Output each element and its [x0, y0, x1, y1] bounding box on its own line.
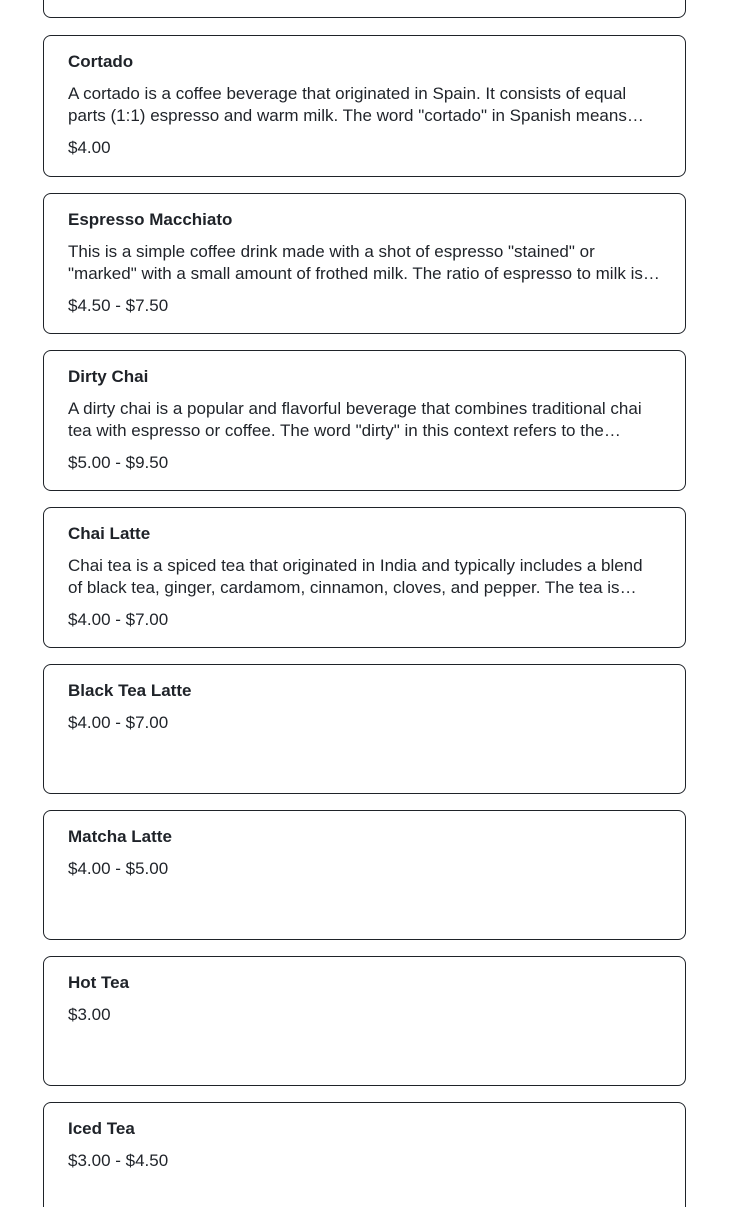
- menu-item-name: Black Tea Latte: [68, 681, 192, 700]
- menu-item-card-espresso-macchiato[interactable]: [43, 193, 686, 334]
- menu-item-price: $3.00 - $4.50: [68, 1151, 169, 1170]
- menu-item-card-matcha-latte[interactable]: [43, 810, 686, 940]
- menu-item-name: Chai Latte: [68, 524, 151, 543]
- menu-item-name: Iced Tea: [68, 1119, 135, 1138]
- menu-item-description: A dirty chai is a popular and flavorful beverage that combines traditional chai tea with espresso or coffee. The word "dirty" in this context refers to the: [68, 399, 642, 440]
- menu-item-description: This is a simple coffee drink made with a shot of espresso "stained" or "marked" with a small amount of frothed milk. The ratio of espresso to milk is: [68, 242, 643, 283]
- menu-item-card-iced-tea[interactable]: [43, 1102, 686, 1207]
- menu-item-name: Cortado: [68, 52, 134, 71]
- menu-item-price: $5.00 - $9.50: [68, 453, 169, 472]
- menu-item-price: $3.00: [68, 1005, 111, 1024]
- menu-item-price: $4.00 - $7.00: [68, 713, 169, 732]
- menu-item-card-black-tea-latte[interactable]: [43, 664, 686, 794]
- menu-item-card[interactable]: [43, 0, 686, 18]
- menu-item-price: $4.00 - $7.00: [68, 610, 169, 629]
- menu-item-price: $4.00 - $5.00: [68, 859, 169, 878]
- menu-item-card-hot-tea[interactable]: [43, 956, 686, 1086]
- menu-item-card-dirty-chai[interactable]: [43, 350, 686, 491]
- menu-item-price: $4.50 - $7.50: [68, 296, 169, 315]
- menu-item-name: Dirty Chai: [68, 367, 149, 386]
- menu-item-description: Chai tea is a spiced tea that originated in India and typically includes a blend of black tea, ginger, cardamom, cinnamon, cloves, and pepper. The tea is: [68, 556, 643, 597]
- menu-item-name: Matcha Latte: [68, 827, 172, 846]
- menu-item-price: $4.00: [68, 138, 111, 157]
- menu-item-card-cortado[interactable]: [43, 35, 686, 177]
- menu-item-card-chai-latte[interactable]: [43, 507, 686, 648]
- menu-item-description: A cortado is a coffee beverage that originated in Spain. It consists of equal parts (1:1) espresso and warm milk. The word "cortado" in Spanish means: [68, 84, 627, 125]
- menu-item-name: Espresso Macchiato: [68, 210, 233, 229]
- menu-item-name: Hot Tea: [68, 973, 130, 992]
